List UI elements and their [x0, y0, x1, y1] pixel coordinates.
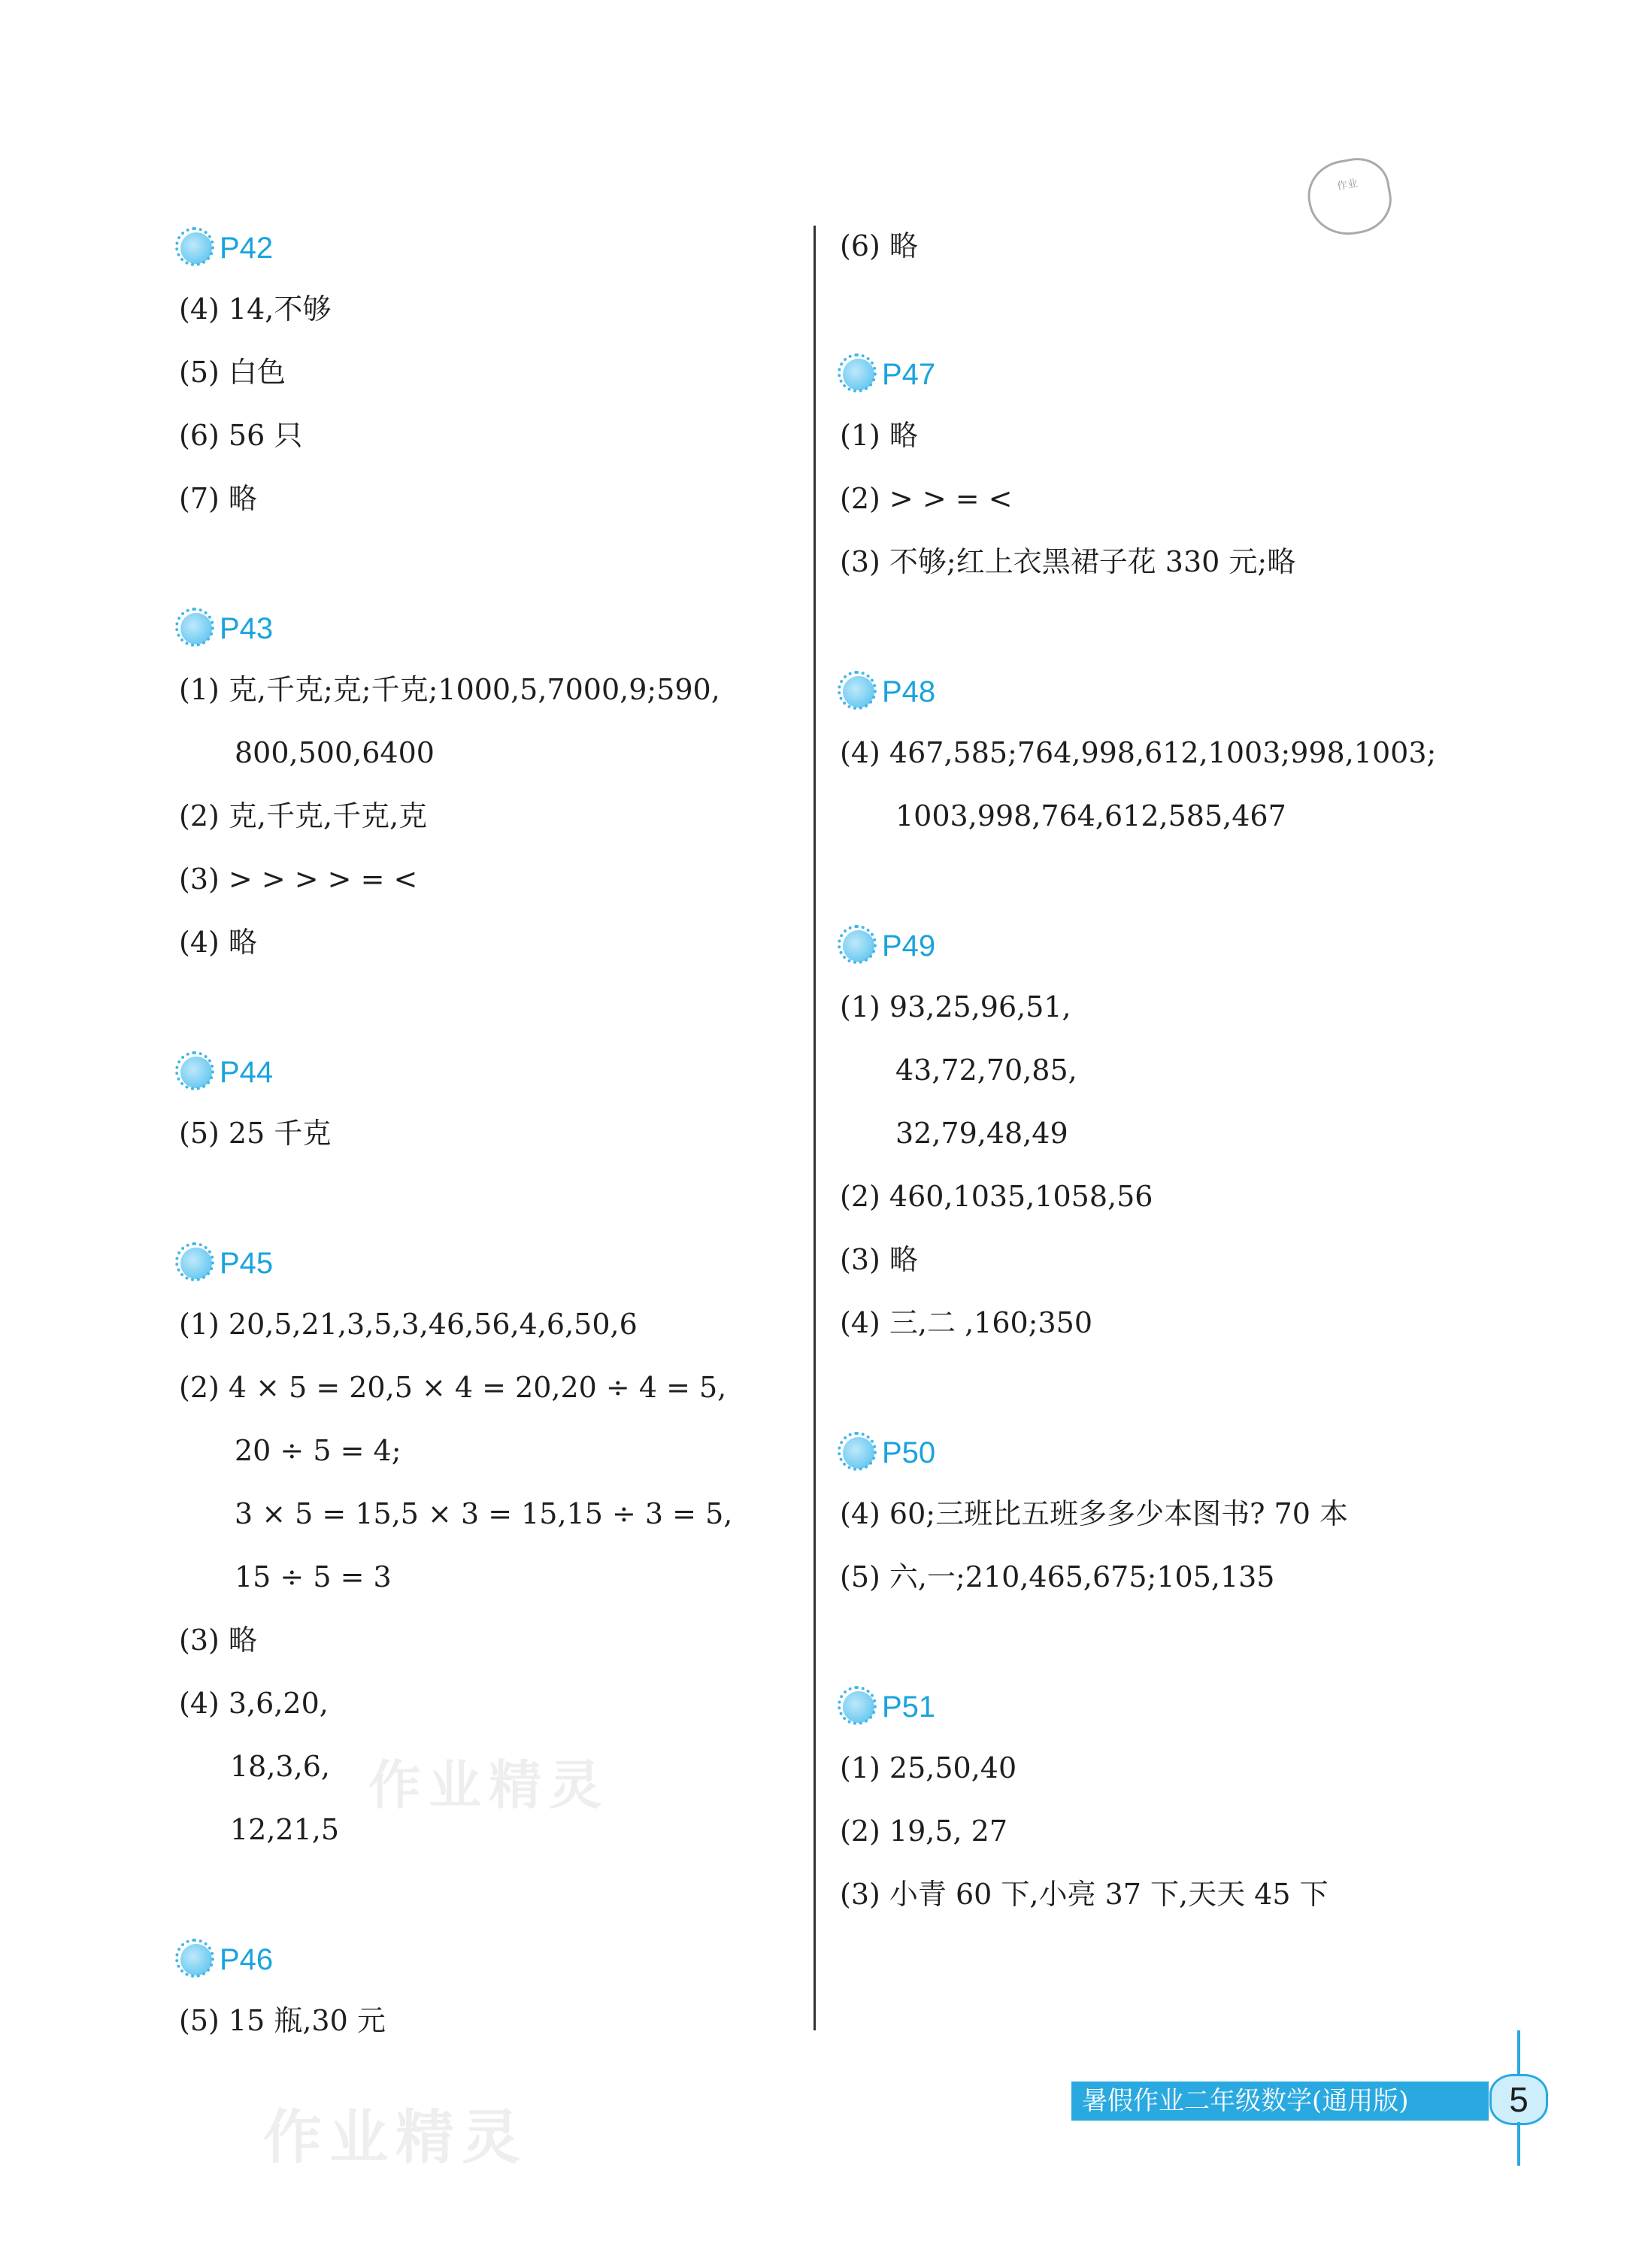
section-heading-p49 [843, 923, 935, 969]
column-divider [814, 226, 816, 2030]
answer-line: (3) 不够;红上衣黑裙子花 330 元;略 [840, 545, 1296, 578]
answer-line: (5) 25 千克 [179, 1117, 332, 1150]
answer-line: (6) 56 只 [179, 419, 303, 452]
bullet-dot-icon [180, 1248, 212, 1279]
answer-line: (3) > > > > = < [179, 863, 418, 896]
section-heading-p44 [180, 1050, 273, 1095]
answer-line: (6) 略 [840, 229, 918, 262]
section-heading-p50 [843, 1430, 935, 1475]
answer-line: (4) 60;三班比五班多多少本图书? 70 本 [840, 1497, 1348, 1530]
stamp-seal-icon [1302, 153, 1397, 241]
answer-line: (7) 略 [179, 482, 257, 515]
lantern-tassel [1517, 2122, 1520, 2166]
bullet-dot-icon [843, 1437, 874, 1469]
bullet-dot-icon [843, 676, 874, 708]
section-heading-p42 [180, 226, 273, 271]
watermark: 作业精灵 [368, 1754, 609, 1816]
answer-line: (1) 略 [840, 419, 918, 452]
answer-line: 18,3,6, [230, 1750, 330, 1783]
answer-line: 800,500,6400 [235, 736, 435, 769]
section-heading-label: P49 [882, 929, 936, 963]
section-heading-label: P44 [220, 1055, 274, 1089]
footer-book-title: 暑假作业二年级数学(通用版) [1071, 2082, 1489, 2121]
section-heading-p46 [180, 1937, 273, 1982]
watermark: 作业精灵 [263, 2104, 529, 2172]
section-heading-label: P48 [882, 675, 936, 708]
answer-line: 12,21,5 [230, 1813, 340, 1846]
section-heading-label: P50 [882, 1436, 936, 1469]
answer-line: (5) 六,一;210,465,675;105,135 [840, 1560, 1275, 1593]
answer-line: (4) 三,二 ,160;350 [840, 1306, 1093, 1339]
answer-line: (3) 略 [840, 1243, 918, 1276]
bullet-dot-icon [843, 359, 874, 390]
answer-line: 20 ÷ 5 = 4; [235, 1434, 401, 1467]
answer-line: (5) 15 瓶,30 元 [179, 2004, 386, 2037]
bullet-dot-icon [180, 232, 212, 264]
answer-line: (2) 克,千克,千克,克 [179, 799, 428, 832]
answer-line: 32,79,48,49 [895, 1117, 1068, 1150]
answer-line: (1) 20,5,21,3,5,3,46,56,4,6,50,6 [179, 1308, 638, 1341]
answer-line: (5) 白色 [179, 356, 286, 389]
bullet-dot-icon [843, 930, 874, 962]
answer-line: (3) 略 [179, 1624, 257, 1657]
answer-line: (1) 克,千克;克;千克;1000,5,7000,9;590, [179, 673, 720, 706]
answer-line: (1) 93,25,96,51, [840, 990, 1071, 1023]
bullet-dot-icon [843, 1691, 874, 1723]
answer-line: (1) 25,50,40 [840, 1751, 1017, 1784]
page-number: 5 [1489, 2074, 1548, 2125]
bullet-dot-icon [180, 613, 212, 644]
section-heading-p48 [843, 669, 935, 714]
answer-line: (4) 467,585;764,998,612,1003;998,1003; [840, 736, 1437, 769]
answer-line: 1003,998,764,612,585,467 [895, 799, 1286, 832]
page-number-lantern-icon [1485, 2030, 1553, 2166]
section-heading-label: P42 [220, 231, 274, 265]
section-heading-label: P51 [882, 1690, 936, 1724]
section-heading-label: P46 [220, 1942, 274, 1976]
answer-line: (2) 4 × 5 = 20,5 × 4 = 20,20 ÷ 4 = 5, [179, 1371, 727, 1404]
stamp-text: 作业 [1336, 177, 1359, 193]
section-heading-p43 [180, 606, 273, 651]
section-heading-label: P47 [882, 357, 936, 391]
section-heading-p45 [180, 1241, 273, 1286]
section-heading-label: P45 [220, 1246, 274, 1280]
answer-line: (4) 14,不够 [179, 293, 332, 326]
bullet-dot-icon [180, 1057, 212, 1088]
answer-line: (2) > > = < [840, 482, 1013, 515]
answer-line: (4) 略 [179, 926, 257, 959]
answer-line: (4) 3,6,20, [179, 1687, 329, 1720]
bullet-dot-icon [180, 1944, 212, 1975]
section-heading-p47 [843, 352, 935, 397]
answer-line: 43,72,70,85, [895, 1054, 1077, 1087]
section-heading-label: P43 [220, 611, 274, 645]
section-heading-p51 [843, 1684, 935, 1730]
answer-line: (2) 460,1035,1058,56 [840, 1180, 1153, 1213]
answer-line: 3 × 5 = 15,5 × 3 = 15,15 ÷ 3 = 5, [235, 1497, 733, 1530]
answer-line: (2) 19,5, 27 [840, 1815, 1008, 1848]
answer-line: (3) 小青 60 下,小亮 37 下,天天 45 下 [840, 1878, 1329, 1911]
answer-line: 15 ÷ 5 = 3 [235, 1560, 392, 1593]
lantern-string [1517, 2030, 1520, 2077]
